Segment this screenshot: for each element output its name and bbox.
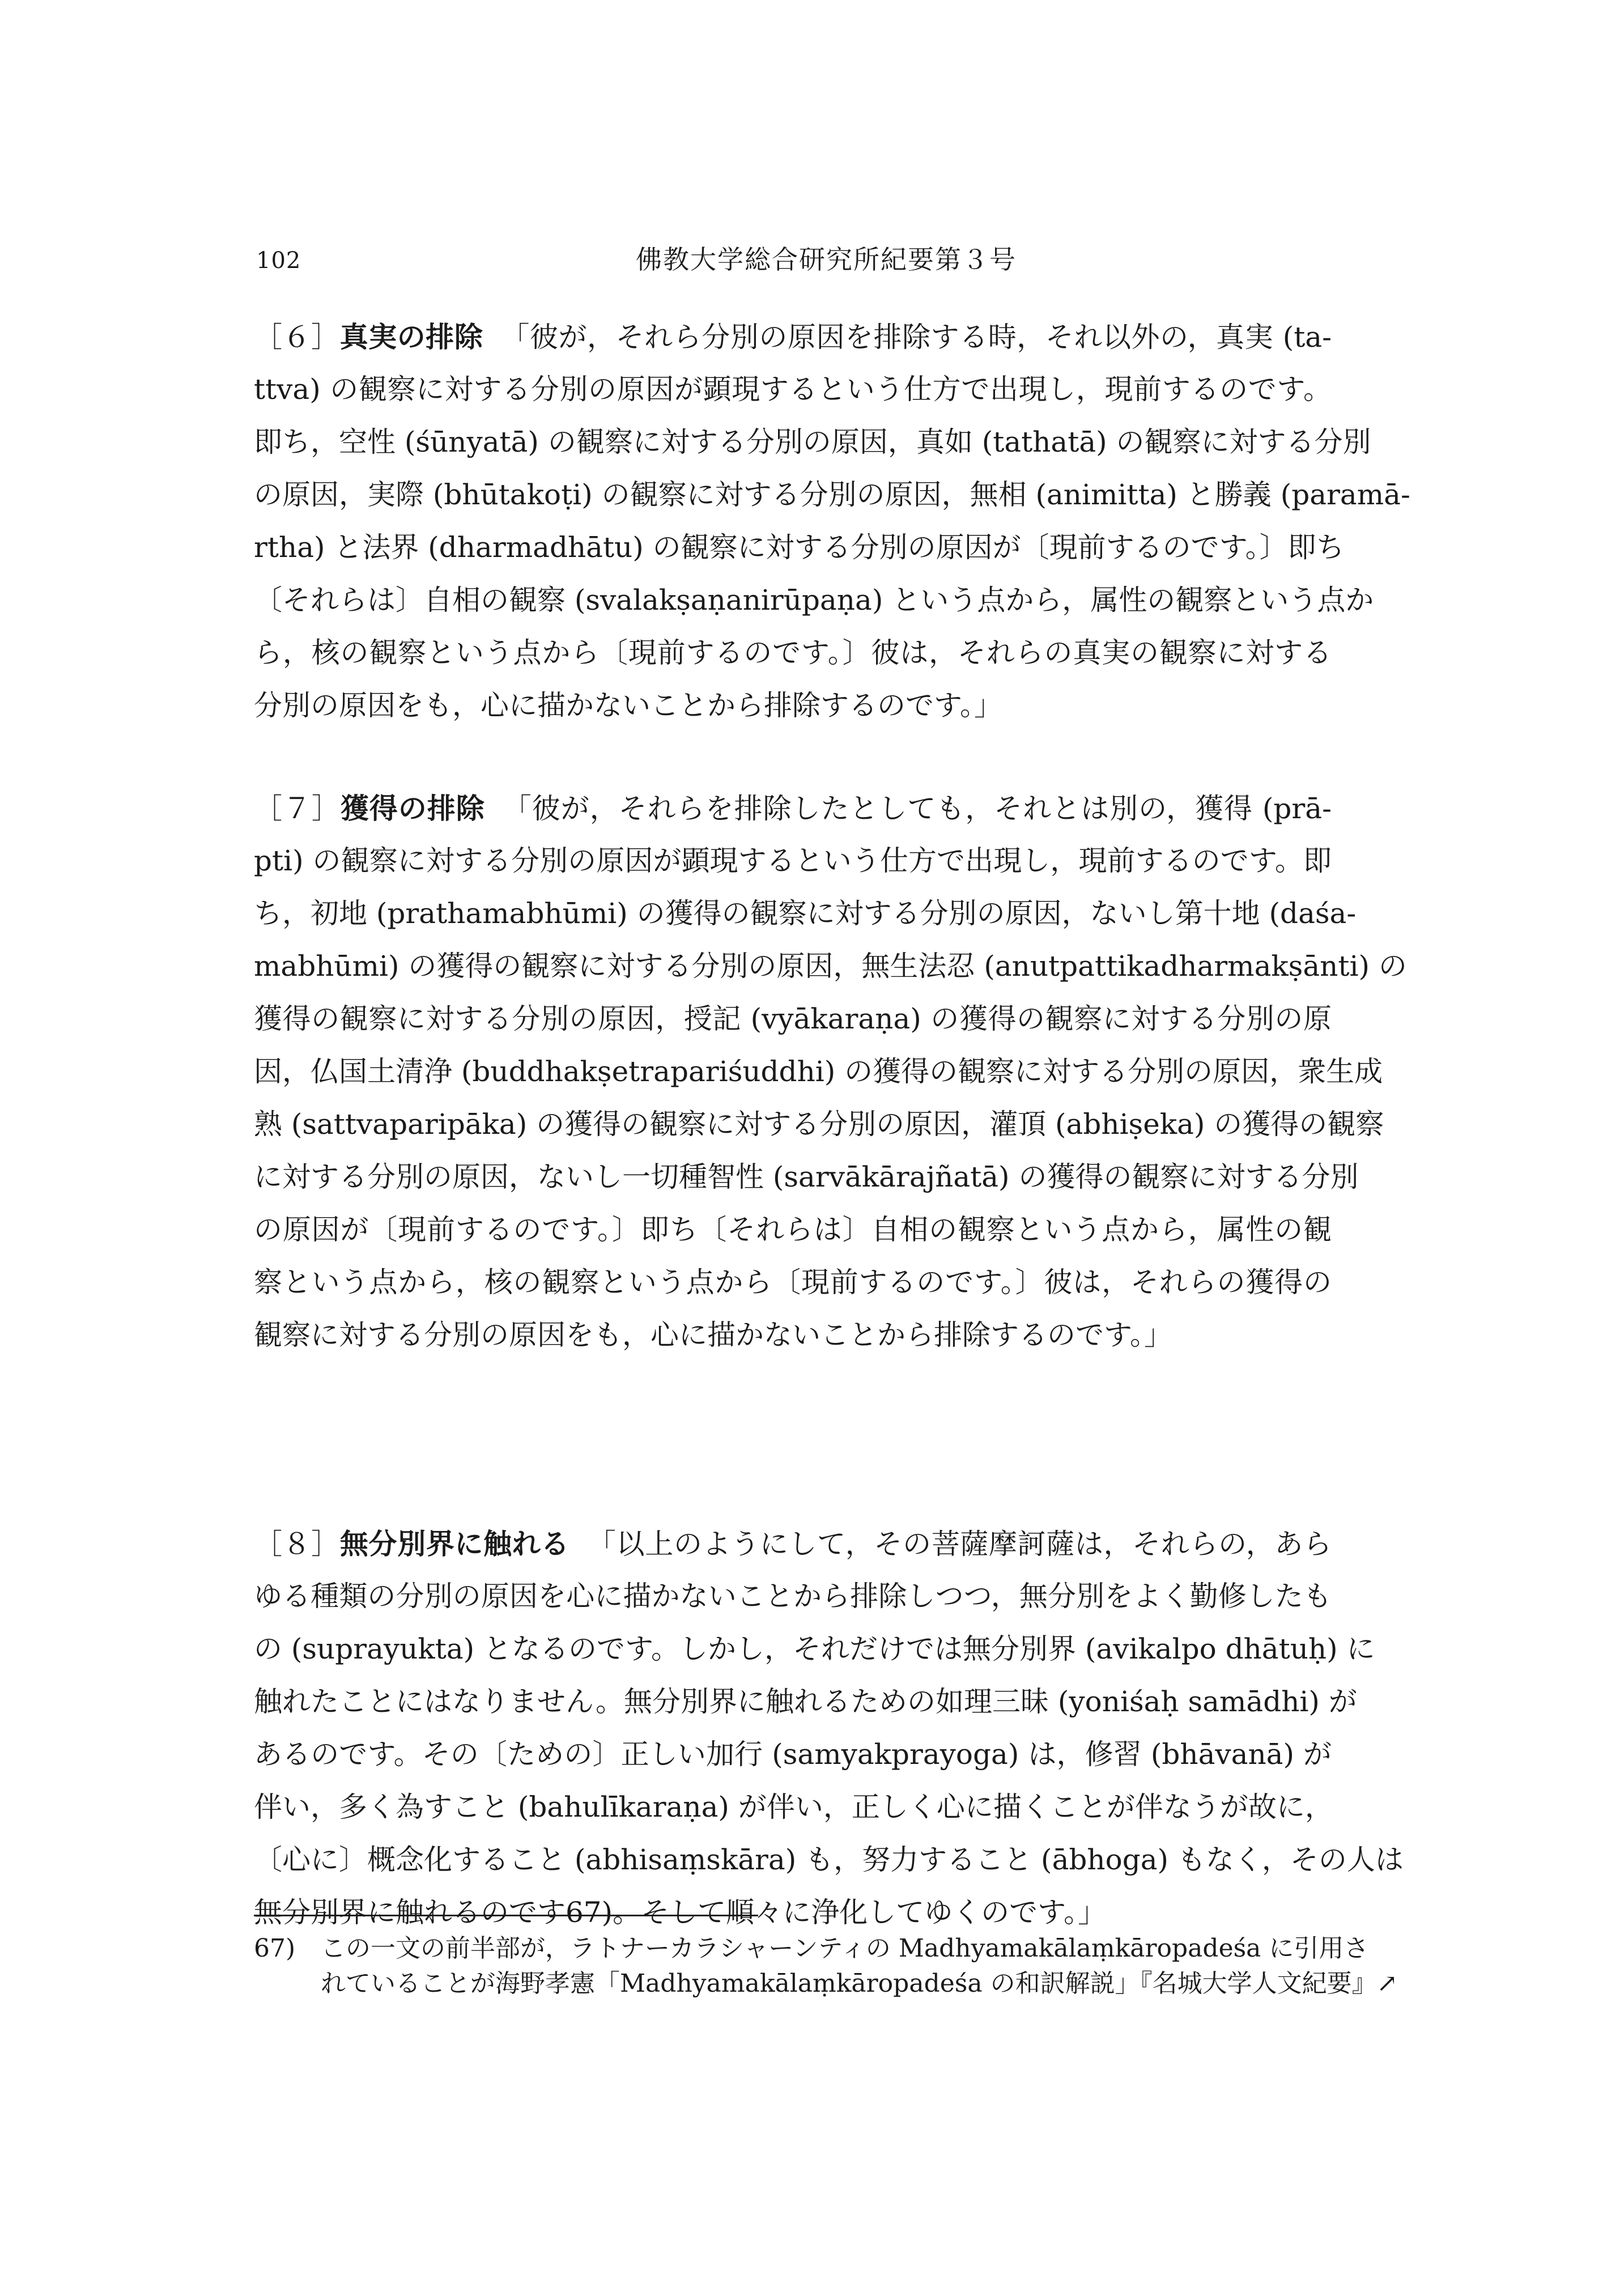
section-6 <box>254 311 1410 732</box>
footnote-marker: 67) <box>254 1934 296 1963</box>
body-line: 察という点から，核の観察という点から〔現前するのです。〕彼は，それらの獲得の <box>254 1266 1332 1299</box>
body-line: 獲得の観察に対する分別の原因，授記 (vyākaraṇa) の獲得の観察に対する分別の原 <box>254 1002 1332 1035</box>
body-line: の原因，実際 (bhūtakoṭi) の観察に対する分別の原因，無相 (animitta) と勝義 (paramā- <box>254 478 1410 511</box>
body-line: 観察に対する分別の原因をも，心に描かないことから排除するのです。」 <box>254 1319 1172 1351</box>
body-line: の (suprayukta) となるのです。しかし，それだけでは無分別界 (avikalpo dhātuḥ) に <box>254 1632 1375 1665</box>
section-7 <box>254 782 1407 1362</box>
section-number: ［８］ <box>254 1528 340 1561</box>
page-number: 102 <box>256 248 301 274</box>
body-line: 伴い，多く為すこと (bahulīkaraṇa) が伴い，正しく心に描くことが伴なうが故に， <box>254 1791 1333 1823</box>
section-heading: 真実の排除 <box>339 320 483 354</box>
body-line: に対する分別の原因，ないし一切種智性 (sarvākārajñatā) の獲得の観察に対する分別 <box>254 1160 1359 1193</box>
running-header: 佛教大学総合研究所紀要第３号 <box>636 244 1017 275</box>
footnote-text: この一文の前半部が，ラトナーカラシャーンティの Madhyamakālaṃkāropadeśa に引用さ <box>321 1934 1369 1963</box>
body-line: ゆる種類の分別の原因を心に描かないことから排除しつつ，無分別をよく勤修したも <box>254 1580 1332 1613</box>
footnote-text: れていることが海野孝憲「Madhyamakālaṃkāropadeśa の和訳解説」『名城大学人文紀要』↗ <box>321 1969 1398 1998</box>
body-text: 「彼が，それら分別の原因を排除する時，それ以外の，真実 (ta- <box>501 321 1332 354</box>
section-number: ［６］ <box>254 321 340 354</box>
body-line: 因，仏国土清浄 (buddhakṣetrapariśuddhi) の獲得の観察に対する分別の原因，衆生成 <box>254 1055 1383 1088</box>
body-line: 〔心に〕概念化すること (abhisaṃskāra) も，努力すること (ābhoga) もなく，その人は <box>254 1843 1404 1876</box>
footnote <box>254 1931 1398 2001</box>
body-line: mabhūmi) の獲得の観察に対する分別の原因，無生法忍 (anutpattikadharmakṣānti) の <box>254 950 1407 983</box>
body-line: pti) の観察に対する分別の原因が顕現するという仕方で出現し，現前するのです。即 <box>254 844 1332 877</box>
body-line: 触れたことにはなりません。無分別界に触れるための如理三昧 (yoniśaḥ samādhi) が <box>254 1685 1357 1718</box>
section-number: ［７］ <box>254 792 341 825</box>
section-heading: 獲得の排除 <box>340 792 485 825</box>
section-8 <box>254 1517 1404 1939</box>
body-line: 分別の原因をも，心に描かないことから排除するのです。」 <box>254 689 1002 722</box>
body-line: ら，核の観察という点から〔現前するのです。〕彼は，それらの真実の観察に対する <box>254 636 1332 669</box>
body-text: 「彼が，それらを排除したとしても，それとは別の，獲得 (prā- <box>503 792 1332 825</box>
body-line: 無分別界に触れるのです67)。そして順々に浄化してゆくのです。」 <box>254 1896 1107 1929</box>
body-line: ttva) の観察に対する分別の原因が顕現するという仕方で出現し，現前するのです。 <box>254 373 1332 406</box>
body-line: rtha) と法界 (dharmadhātu) の観察に対する分別の原因が〔現前するのです。〕即ち <box>254 531 1345 564</box>
section-heading: 無分別界に触れる <box>339 1527 570 1561</box>
body-line: 熟 (sattvaparipāka) の獲得の観察に対する分別の原因，灌頂 (abhiṣeka) の獲得の観察 <box>254 1108 1384 1141</box>
body-line: の原因が〔現前するのです。〕即ち〔それらは〕自相の観察という点から，属性の観 <box>254 1213 1332 1246</box>
footnote-divider <box>254 1915 758 1916</box>
body-line: 〔それらは〕自相の観察 (svalakṣaṇanirūpaṇa) という点から，属性の観察という点か <box>254 584 1374 616</box>
body-line: あるのです。その〔ための〕正しい加行 (samyakprayoga) は，修習 (bhāvanā) が <box>254 1738 1332 1771</box>
body-text: 「以上のようにして，その菩薩摩訶薩は，それらの，あら <box>588 1528 1332 1561</box>
body-line: 即ち，空性 (śūnyatā) の観察に対する分別の原因，真如 (tathatā) の観察に対する分別 <box>254 426 1371 458</box>
body-line: ち，初地 (prathamabhūmi) の獲得の観察に対する分別の原因，ないし第十地 (daśa- <box>254 897 1357 930</box>
